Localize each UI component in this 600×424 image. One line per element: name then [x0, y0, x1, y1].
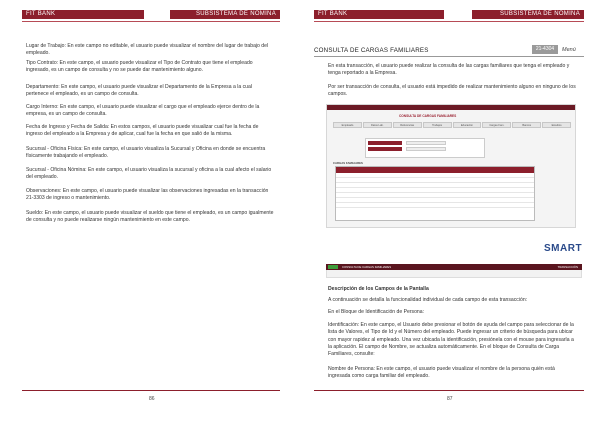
page-number: 86	[149, 396, 155, 402]
header-bank-bar	[22, 10, 144, 19]
screenshot-tabs	[333, 122, 571, 136]
field-description-paragraph: Departamento: En este campo, el usuario puede visualizar el Departamento de la Empresa a la cual pertenece el empleado, es un campo de consulta.	[26, 84, 252, 98]
description-paragraph: Identificación: En este campo, el Usuario debe presionar el botón de ayuda del campo para seleccionar de la lista de Valores, el Tipo de Id y el Número del empleado. Puede ingresar un criterio de búsqueda para ubicar con mayor rapidez al empleado. Una vez ubicada la identificación, presiónela con el mouse para ingresarla a la aplicación. El campo de Nombre, se actualiza automáticamente. En el bloque de Consulta de Carga Familiares, consulte:	[328, 322, 574, 358]
logo-word: SMART	[544, 243, 583, 254]
description-paragraph: A continuación se detalla la funcionalidad individual de cada campo de esta transacción:	[328, 297, 528, 303]
field-description-paragraph: Sucursal - Oficina Física: En este campo, el usuario visualiza la Sucursal y Oficina en donde se encuentra físicamente trabajando el empleado.	[26, 146, 266, 160]
description-title: Descripción de los Campos de la Pantalla	[328, 286, 429, 292]
menu-link[interactable]: Menú	[562, 47, 576, 53]
screenshot-form-label	[368, 147, 402, 151]
toolbar-logo-icon	[328, 265, 338, 269]
screenshot-tab: Trabajos	[423, 122, 452, 128]
screenshot-grid-row	[336, 203, 534, 208]
field-description-paragraph: Sucursal - Oficina Nómina: En este campo, el usuario visualiza la sucursal y oficina a la cual afecto el salario del empleado.	[26, 167, 272, 181]
smart-logo	[538, 243, 582, 263]
footer-rule	[22, 390, 280, 391]
field-description-paragraph: Tipo Contrato: En este campo, el usuario puede visualizar el Tipo de Contrato que tiene el empleado ingresado, es un campo de consulta y no se puede dar mantenimiento alguno.	[26, 60, 253, 74]
screenshot-menubar	[327, 105, 575, 110]
section-rule	[314, 56, 584, 57]
field-description-paragraph: Fecha de Ingreso y Fecha de Salida: En estos campos, el usuario puede visualizar cual fue la fecha de ingreso del empleado a la Empresa y de aplicar, cual fue la fecha en que salió de la misma.	[26, 124, 259, 138]
header-module-text: SUBSISTEMA DE NÓMINA	[195, 11, 276, 17]
transaction-screenshot	[326, 104, 576, 228]
field-description-paragraph: Sueldo: En este campo, el usuario puede visualizar el sueldo que tiene el empleado, es un campo igualmente de consulta y no puede realizarse ningún mantenimiento en este campo.	[26, 210, 274, 224]
screenshot-tab: Cargas Fam.	[482, 122, 511, 128]
header-bank-bar	[314, 10, 444, 19]
footer-rule	[314, 390, 584, 391]
screenshot-form-label	[368, 141, 402, 145]
toolbar-right-text: TRANSACCIÓN	[557, 265, 578, 269]
screenshot-tab: Referencias	[393, 122, 422, 128]
header-rule	[314, 21, 584, 22]
screenshot-grid	[335, 166, 535, 221]
header-module-bar	[472, 10, 584, 19]
screenshot-form-field	[406, 147, 446, 151]
intro-paragraph: En esta transacción, el usuario puede realizar la consulta de las cargas familiares que tenga el empleado y tenga reportado a la Empresa.	[328, 63, 570, 77]
page-number: 87	[447, 396, 453, 402]
field-description-paragraph: Lugar de Trabajo: En este campo no editable, el usuario puede visualizar el nombre del lugar de trabajo del empleado.	[26, 43, 269, 57]
screenshot-form-field	[406, 141, 446, 145]
toolbar-text: CONSULTA DE CARGAS FAMILIARES	[342, 265, 392, 269]
field-description-paragraph: Observaciones: En este campo, el usuario puede visualizar las observaciones ingresadas en la transacción 21-3303 de ingreso o mantenimiento.	[26, 188, 269, 202]
intro-paragraph: Por ser transacción de consulta, el usuario está impedido de realizar mantenimiento alguno en ninguno de los campos.	[328, 84, 576, 98]
description-paragraph: En el Bloque de Identificación de Persona:	[328, 309, 424, 315]
description-paragraph: Nombre de Persona: En este campo, el usuario puede visualizar el nombre de la persona quién está ingresada como carga familiar del empleado.	[328, 366, 555, 380]
right-page	[300, 0, 600, 424]
header-rule	[22, 21, 280, 22]
transaction-code: 21-4304	[532, 45, 558, 54]
screenshot-tab: Educación	[453, 122, 482, 128]
screenshot-tab: Bancos	[512, 122, 541, 128]
header-bank-text: FIT BANK	[318, 11, 348, 17]
screenshot-title: CONSULTA DE CARGAS FAMILIARES	[399, 114, 457, 118]
field-description-paragraph: Cargo Interno: En este campo, el usuario puede visualizar el cargo que el empleado ejerce dentro de la empresa, es un campo de consulta.	[26, 104, 260, 118]
screenshot-tab: Estudios	[542, 122, 571, 128]
header-module-bar	[170, 10, 280, 19]
screenshot-form	[365, 138, 485, 158]
header-bank-text: FIT BANK	[26, 11, 56, 17]
section-title: CONSULTA DE CARGAS FAMILIARES	[314, 47, 429, 54]
screenshot-tab: Datos Lab.	[363, 122, 392, 128]
toolbar-body	[326, 270, 582, 278]
header-module-text: SUBSISTEMA DE NÓMINA	[499, 11, 580, 17]
screenshot-tab: Empleado	[333, 122, 362, 128]
screenshot-grid-title: CARGAS FAMILIARES	[333, 161, 363, 165]
